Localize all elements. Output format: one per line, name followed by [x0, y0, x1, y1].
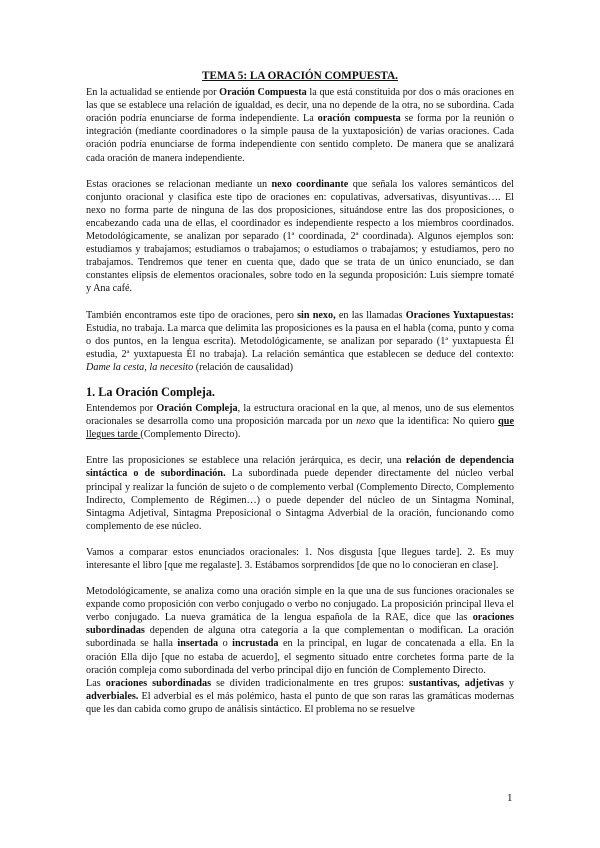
term-dependencia-sintactica: relación de dependencia sintáctica o de subordinación. [86, 455, 514, 480]
term-oraciones-yuxtapuestas: Oraciones Yuxtapuestas: [405, 309, 514, 321]
term-oraciones-subordinadas-2: oraciones subordinadas [105, 677, 212, 689]
term-oraciones-subordinadas: oraciones subordinadas [86, 612, 514, 637]
term-sustantivas-adjetivas: sustantivas, adjetivas [409, 677, 504, 689]
term-nexo: nexo [356, 416, 376, 428]
page-title: TEMA 5: LA ORACIÓN COMPUESTA. [202, 70, 398, 82]
example-underlined: que llegues tarde [86, 416, 514, 441]
page-number: 1 [507, 792, 513, 804]
term-insertada: insertada [177, 638, 219, 650]
term-incrustada: incrustada [232, 638, 279, 650]
paragraph-examples: Vamos a comparar estos enunciados oracionales: 1. Nos disgusta [que llegues tarde]. 2. Es muy interesante el libro [que me regalaste]. 3. Estábamos sorprendidos [de que no lo conocieran en clase]. [86, 546, 514, 571]
section-heading-oracion-compleja: 1. La Oración Compleja. [86, 384, 215, 399]
example-dame-la-cesta: Dame la cesta, la necesito [86, 361, 194, 373]
term-nexo-coordinante: nexo coordinante [271, 178, 349, 190]
paragraph-coordinating-nexus: Estas oraciones se relacionan mediante un nexo coordinante que señala los valores semánticos del conjunto oracional y clasifica este tipo de oraciones en: copulativas, adversativas, disyuntivas…. El nexo no forma parte de ninguna de las dos proposiciones, situándose entre las dos proposiciones, o encabezando cada una de ellas, el coordinador es independiente respecto a los miembros coordinados. Metodológicamente, se analizan por separado (1ª coordinada, 2ª coordinada). Algunos ejemplos son: estudiamos y trabajamos; estudiamos o trabajamos; o estudiamos o trabajamos; y estudiamos, pero no trabajamos. Tendremos que tener en cuenta que, dado que se trata de un único enunciado, se dan constantes elipsis de elementos oracionales, sobre todo en la segunda proposición: Luis siempre tomaté y Ana café. [86, 178, 514, 295]
paragraph-compound-definition: En la actualidad se entiende por Oración Compuesta la que está constituida por dos o más oraciones en las que se establece una relación de igualdad, es decir, una no depende de la otra, no se subordina. Cada oración podría enunciarse de forma independiente. La oración compuesta se forma por la reunión o integración (mediante coordinadores o la simple pausa de la yuxtaposición) de varias oraciones. Cada oración podría enunciarse de forma independiente con sentido completo. De manera que se analizará cada oración de manera independiente. [86, 87, 514, 164]
paragraph-juxtaposed: También encontramos este tipo de oraciones, pero sin nexo, en las llamadas Oraciones Yuxtapuestas: Estudia, no trabaja. La marca que delimita las proposiciones es la pausa en el habla (coma, punto y coma o dos puntos, en la lengua escrita). Metodológicamente, se analizan por separado (1ª yuxtapuesta Él estudia, 2ª yuxtapuesta Él no trabaja). La relación semántica que establecen se deduce del contexto: Dame la cesta, la necesito (relación de causalidad) [86, 309, 514, 373]
paragraph-hierarchy: Entre las proposiciones se establece una relación jerárquica, es decir, una relación de dependencia sintáctica o de subordinación. La subordinada puede depender directamente del núcleo verbal principal y realizar la función de sujeto o de complemento verbal (Complemento Directo, Complemento Indirecto, Complemento de Régimen…) o puede depender del núcleo de un Sintagma Nominal, Sintagma Adjetival, Sintagma Preposicional o Sintagma Adverbial de la oración, funcionando como complemento de ese núcleo. [86, 455, 515, 532]
term-adverbiales: adverbiales. [86, 690, 139, 702]
document-page [86, 70, 514, 716]
term-oracion-compuesta-2: oración compuesta [317, 113, 401, 125]
paragraph-subordinate-groups: Las oraciones subordinadas se dividen tradicionalmente en tres grupos: sustantivas, adjetivas y adverbiales. El adverbial es el más polémico, hasta el punto de que son raras las gramáticas modernas que les dan cabida como grupo de análisis sintáctico. El problema no se resuelve [86, 677, 515, 715]
paragraph-methodology: Metodológicamente, se analiza como una oración simple en la que una de sus funciones oracionales se expande como proposición con verbo conjugado o verbo no conjugado. La proposición principal lleva el verbo conjugado. La nueva gramática de la lengua española de la RAE, dice que las oraciones subordinadas dependen de alguna otra categoría a la que complementan o modifican. La oración subordinada se halla insertada o incrustada en la principal, en lugar de concatenada a ella. En la oración Ella dijo [que no estaba de acuerdo], el segmento situado entre corchetes forma parte de la oración compleja como subordinada del verbo principal dijo en función de Complemento Directo. [86, 586, 514, 676]
term-sin-nexo: sin nexo, [297, 309, 336, 321]
term-oracion-compuesta: Oración Compuesta [219, 87, 307, 99]
term-oracion-compleja: Oración Compleja [156, 403, 238, 415]
paragraph-complex-definition: Entendemos por Oración Compleja, la estructura oracional en la que, al menos, uno de sus elementos oracionales se desarrolla como una proposición marcada por un nexo que la identifica: No quiero que llegues tarde (Complemento Directo). [86, 403, 514, 441]
